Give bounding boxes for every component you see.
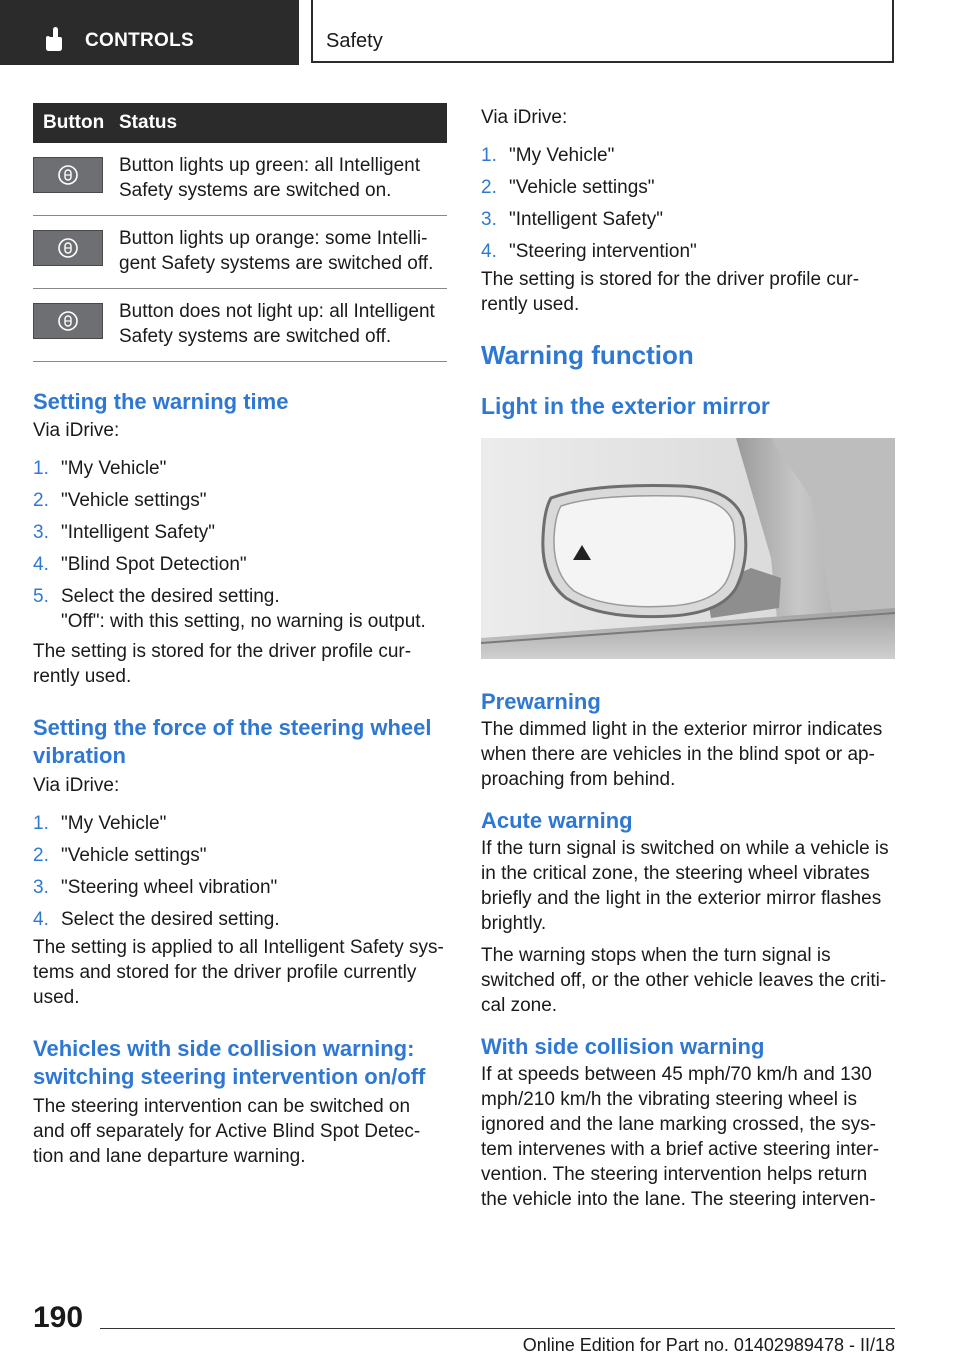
list-item: 4. "Steering intervention"	[481, 241, 697, 262]
list-item: 3. "Intelligent Safety"	[33, 522, 215, 543]
intelligent-safety-button-icon	[33, 230, 103, 266]
steering-note: The setting is stored for the driver profile cur-rently used.	[481, 269, 860, 315]
section-tab	[0, 0, 299, 65]
list-item: 1. "My Vehicle"	[33, 813, 167, 834]
list-item: 4. Select the desired setting.	[33, 909, 280, 930]
section-title: CONTROLS	[85, 30, 195, 51]
chapter-title: Safety	[326, 30, 383, 52]
side-collision-text: The steering intervention can be switched on and off separately for Active Blind Spot Detec-tion and lane departure warning.	[33, 1096, 421, 1167]
table-header-button: Button	[33, 103, 119, 143]
heading-side-collision-warning: With side collision warning	[481, 1034, 765, 1059]
vibration-note: The setting is applied to all Intelligent Safety sys-tems and stored for the driver profile currently used.	[33, 937, 444, 1008]
vibration-steps	[33, 811, 447, 932]
status-text: Button does not light up: all Intelligent Safety systems are switched off.	[119, 289, 447, 362]
list-item: 3. "Steering wheel vibration"	[33, 877, 278, 898]
intelligent-safety-button-icon	[33, 303, 103, 339]
button-status-table	[33, 103, 447, 362]
heading-warning-time: Setting the warning time	[33, 389, 289, 414]
warning-time-note: The setting is stored for the driver profile cur-rently used.	[33, 641, 412, 687]
acute-warning-text: If the turn signal is switched on while a vehicle is in the critical zone, the steering wheel vibrates briefly and the light in the exterior mirror flashes brightly.	[481, 838, 889, 934]
heading-vibration: Setting the force of the steering wheel vibration	[33, 715, 432, 768]
via-idrive: Via iDrive:	[33, 420, 120, 441]
left-column	[33, 103, 447, 1169]
edition-footer: Online Edition for Part no. 01402989478 - II/18	[522, 1335, 895, 1355]
table-header-status: Status	[119, 103, 447, 143]
off-note: "Off": with this setting, no warning is output.	[61, 611, 426, 632]
side-collision-warning-text: If at speeds between 45 mph/70 km/h and 130 mph/210 km/h the vibrating steering wheel is ignored and the lane marking crossed, the sys-tem intervenes with a brief active steering inter-vention. The steering intervention helps return the vehicle into the lane. The steering interven-	[481, 1064, 880, 1210]
status-text: Button lights up orange: some Intelli-gent Safety systems are switched off.	[119, 216, 447, 289]
heading-warning-function: Warning function	[481, 340, 694, 370]
list-item: 3. "Intelligent Safety"	[481, 209, 663, 230]
heading-prewarning: Prewarning	[481, 689, 601, 714]
list-item: 4. "Blind Spot Detection"	[33, 554, 247, 575]
heading-light-mirror: Light in the exterior mirror	[481, 393, 770, 419]
list-item: 5. Select the desired setting.	[33, 586, 280, 607]
table-row	[33, 216, 447, 289]
list-item: 2. "Vehicle settings"	[33, 845, 207, 866]
right-column	[481, 103, 895, 1212]
pointing-hand-icon	[40, 26, 66, 52]
table-row	[33, 289, 447, 362]
via-idrive: Via iDrive:	[481, 107, 568, 128]
chapter-tab	[311, 0, 894, 63]
heading-side-collision: Vehicles with side collision warning: switching steering intervention on/off	[33, 1036, 426, 1089]
page-number: 190	[33, 1301, 84, 1334]
list-item: 1. "My Vehicle"	[33, 458, 167, 479]
warning-time-steps	[33, 456, 447, 609]
table-row	[33, 143, 447, 216]
status-text: Button lights up green: all Intelligent Safety systems are switched on.	[119, 143, 447, 216]
list-item: 2. "Vehicle settings"	[481, 177, 655, 198]
list-item: 2. "Vehicle settings"	[33, 490, 207, 511]
acute-warning-text-2: The warning stops when the turn signal is switched off, or the other vehicle leaves the criti-cal zone.	[481, 945, 887, 1016]
intelligent-safety-button-icon	[33, 157, 103, 193]
exterior-mirror-illustration	[481, 438, 895, 659]
steering-steps	[481, 143, 895, 264]
prewarning-text: The dimmed light in the exterior mirror indicates when there are vehicles in the blind spot or ap-proaching from behind.	[481, 719, 883, 790]
footer-rule	[100, 1328, 895, 1329]
via-idrive: Via iDrive:	[33, 775, 120, 796]
heading-acute-warning: Acute warning	[481, 808, 633, 833]
list-item: 1. "My Vehicle"	[481, 145, 615, 166]
